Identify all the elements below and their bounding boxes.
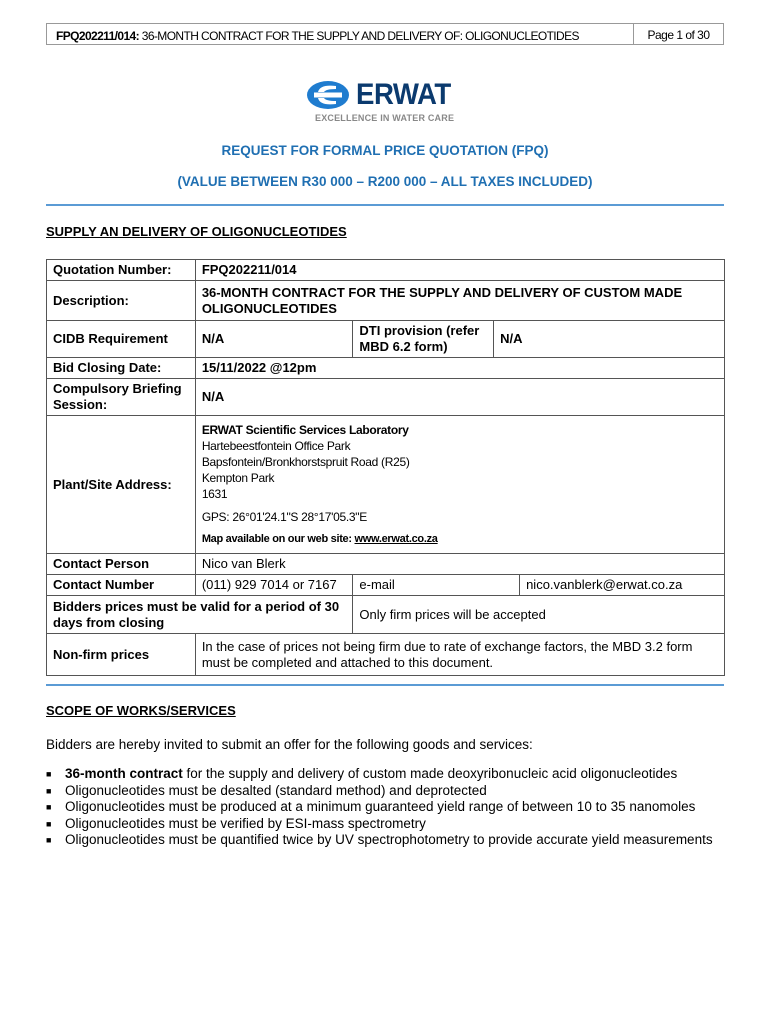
site-address-label: Plant/Site Address: [47,416,196,554]
erwat-logo-icon [306,80,352,110]
scope-intro: Bidders are hereby invited to submit an offer for the following goods and services: [46,737,533,752]
quotation-number-value: FPQ202211/014 [195,260,724,281]
price-validity-value: Only firm prices will be accepted [353,596,725,634]
list-item [46,783,726,800]
description-value: 36-MONTH CONTRACT FOR THE SUPPLY AND DELIVERY OF CUSTOM MADE OLIGONUCLEOTIDES [195,281,724,321]
header-reference [46,23,634,45]
row-closing-date [47,358,725,379]
divider-middle [46,684,724,686]
scope-item-text: Oligonucleotides must be produced at a minimum guaranteed yield range of between 10 to 35 nanomoles [65,799,696,814]
scope-item-text: Oligonucleotides must be verified by ESI-mass spectrometry [65,815,426,831]
website-link[interactable]: www.erwat.co.za [354,533,438,545]
document-title: REQUEST FOR FORMAL PRICE QUOTATION (FPQ) [221,143,549,158]
quotation-number-label: Quotation Number: [47,260,196,281]
logo-wordmark: ERWAT [356,78,451,111]
email-value[interactable]: nico.vanblerk@erwat.co.za [520,575,725,596]
briefing-label: Compulsory Briefing Session: [47,379,196,416]
scope-item-text: Oligonucleotides must be desalted (standard method) and deprotected [65,782,487,798]
contact-person-label: Contact Person [47,554,196,575]
document-value-range: (VALUE BETWEEN R30 000 – R200 000 – ALL TAXES INCLUDED) [177,174,593,189]
row-non-firm-prices [47,634,725,676]
row-quotation-number [47,260,725,281]
email-label: e-mail [353,575,520,596]
address-line-2: Bapsfontein/Bronkhorstspruit Road (R25) [201,455,410,469]
header-ref-bold: FPQ202211/014: [56,29,140,43]
site-address-block [195,416,724,554]
bullet-icon: ■ [46,818,52,829]
address-line-3: Kempton Park [201,471,275,485]
scope-item-bold: 36-month contract [65,766,183,781]
closing-date-label: Bid Closing Date: [47,358,196,379]
contact-person-value: Nico van Blerk [195,554,724,575]
scope-list [46,766,726,849]
row-contact-person [47,554,725,575]
header-ref-text: 36-MONTH CONTRACT FOR THE SUPPLY AND DELIVERY OF: OLIGONUCLEOTIDES [139,29,579,43]
cidb-label: CIDB Requirement [47,321,196,358]
contact-number-value: (011) 929 7014 or 7167 [195,575,353,596]
section-heading-supply: SUPPLY AN DELIVERY OF OLIGONUCLEOTIDES [46,224,347,239]
row-description [47,281,725,321]
closing-date-value: 15/11/2022 @12pm [195,358,724,379]
bullet-icon: ■ [46,785,52,796]
bullet-icon: ■ [46,769,52,779]
list-item [46,799,726,816]
section-heading-scope: SCOPE OF WORKS/SERVICES [46,703,236,718]
logo-tagline: EXCELLENCE IN WATER CARE [315,113,455,123]
row-cidb [47,321,725,358]
row-briefing [47,379,725,416]
quotation-info-table [46,259,725,676]
dti-label: DTI provision (refer MBD 6.2 form) [353,321,494,358]
page-number: Page 1 of 30 [634,23,724,45]
address-line-4: 1631 [201,487,228,501]
contact-number-label: Contact Number [47,575,196,596]
scope-item-text: Oligonucleotides must be quantified twice by UV spectrophotometry to provide accurate yield measurements [65,832,713,847]
list-item [46,766,726,783]
lab-name: ERWAT Scientific Services Laboratory [201,423,409,437]
scope-item-text: for the supply and delivery of custom made deoxyribonucleic acid oligonucleotides [182,766,678,781]
row-price-validity [47,596,725,634]
address-line-1: Hartebeestfontein Office Park [201,439,351,453]
map-note-text: Map available on our web site: [201,533,355,545]
dti-value: N/A [494,321,725,358]
non-firm-label: Non-firm prices [47,634,196,676]
list-item [46,816,726,833]
map-note [202,531,718,547]
row-site-address [47,416,725,554]
description-label: Description: [47,281,196,321]
price-validity-label: Bidders prices must be valid for a period of 30 days from closing [47,596,353,634]
cidb-value: N/A [195,321,353,358]
row-contact-number [47,575,725,596]
briefing-value: N/A [195,379,724,416]
non-firm-value: In the case of prices not being firm due to rate of exchange factors, the MBD 3.2 form must be completed and attached to this document. [195,634,724,676]
gps-coordinates: GPS: 26°01'24.1"S 28°17'05.3"E [201,510,367,524]
bullet-icon: ■ [46,802,52,812]
divider-top [46,204,724,206]
list-item [46,832,726,849]
erwat-logo [306,80,466,128]
bullet-icon: ■ [46,835,52,845]
